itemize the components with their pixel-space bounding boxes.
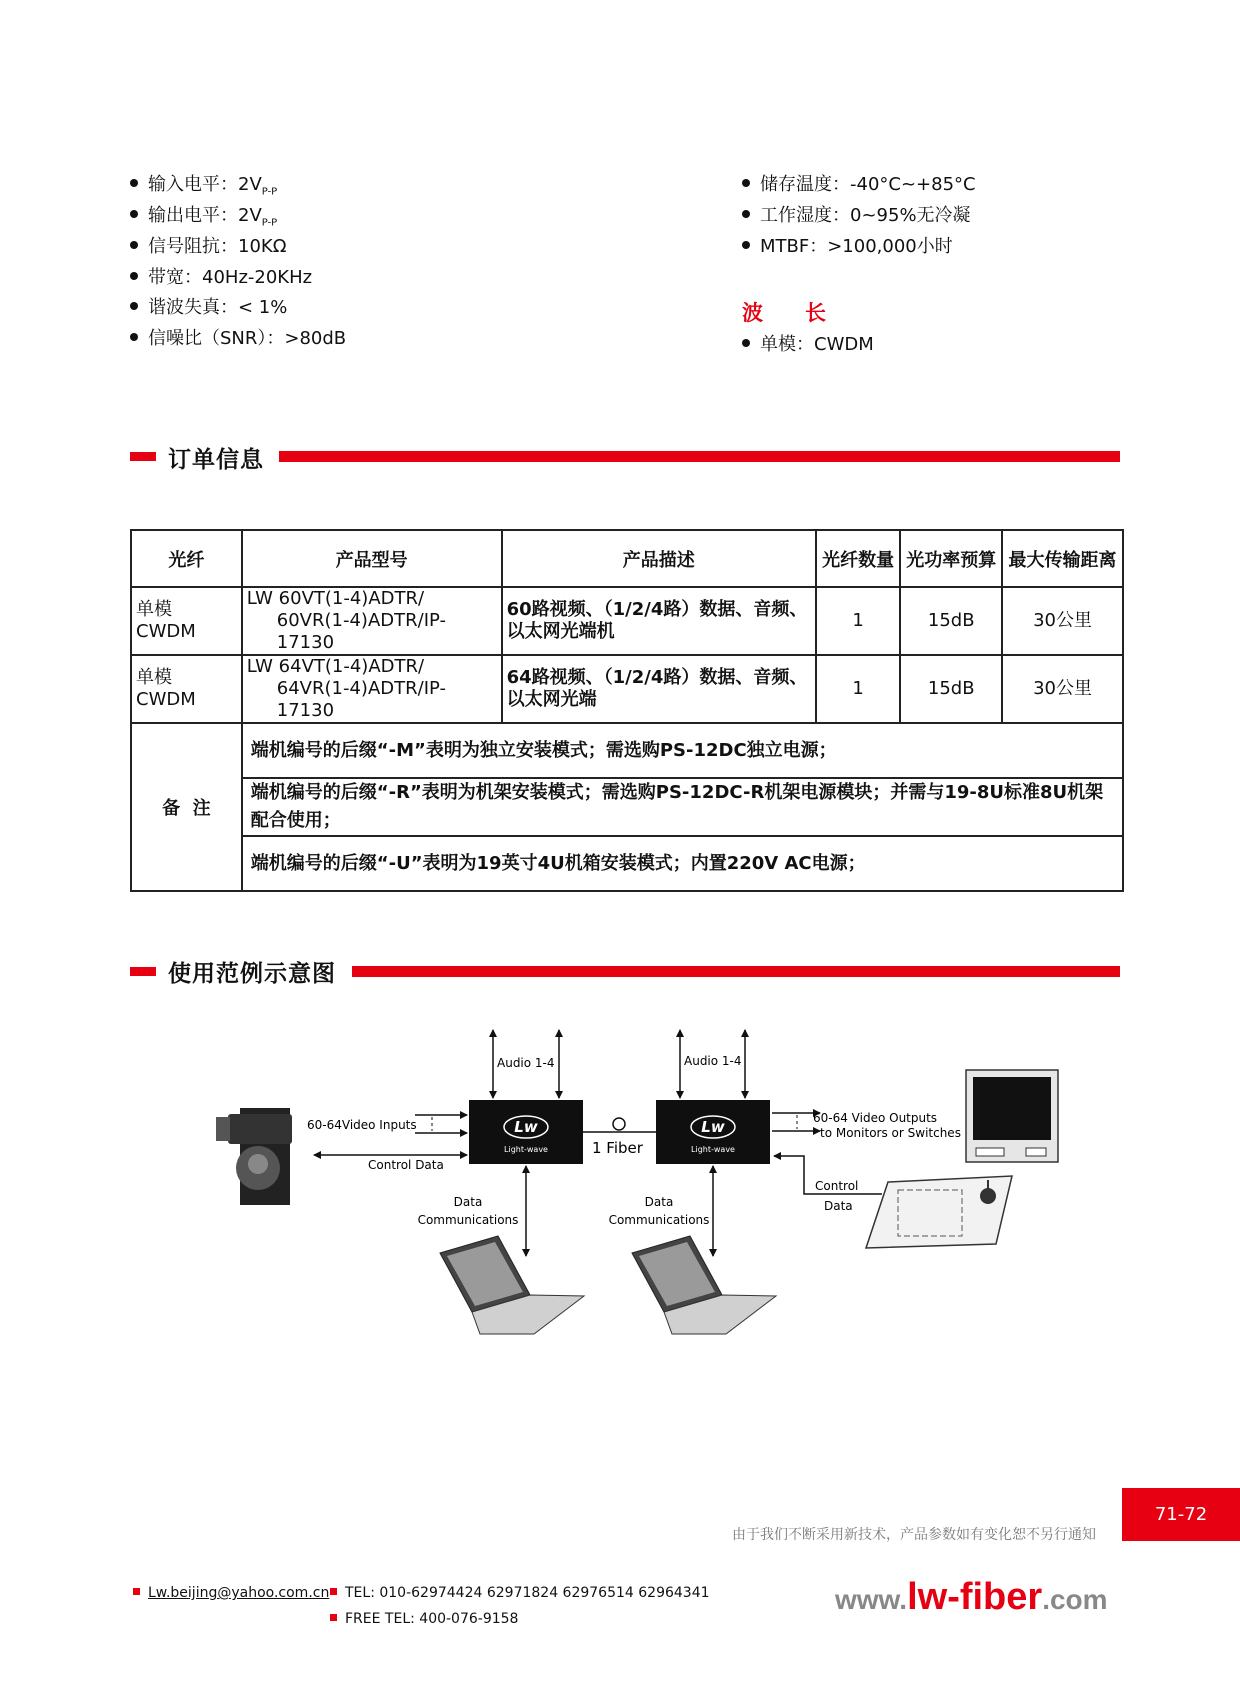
spec-sub: P-P [261,186,278,198]
note-r: 端机编号的后缀“-R”表明为机架安装模式；需选购PS-12DC-R机架电源模块；并需与19-8U标准8U机架配合使用； [242,778,1123,836]
bullet-square-icon [133,1588,140,1595]
laptop-icon [632,1236,776,1334]
cell-distance: 30公里 [1002,587,1123,655]
transmitter-device-icon [469,1100,583,1164]
spec-label: 信号阻抗：10KΩ [148,236,287,257]
spec-label: 储存温度：-40°C~+85°C [760,174,976,195]
spec-label: 工作湿度：0~95%无冷凝 [760,205,971,226]
header-description: 产品描述 [502,530,816,587]
note-m: 端机编号的后缀“-M”表明为独立安装模式；需选购PS-12DC独立电源； [242,723,1123,778]
footer-tel: TEL: 010-62974424 62971824 62976514 62964341 [345,1585,710,1601]
wavelength-title: 波 长 [742,301,826,325]
spec-label: 输出电平：2V [148,205,262,226]
header-fiber-count: 光纤数量 [816,530,901,587]
footer-free-tel-line [330,1611,518,1627]
diagram-section-title: 使用范例示意图 [168,961,336,987]
device-logo: Lw [514,1118,538,1136]
receiver-device-icon [656,1100,770,1164]
video-inputs-label: 60-64Video Inputs [307,1118,417,1132]
bullet-square-icon [330,1588,337,1595]
fiber-coil-icon [613,1118,625,1130]
video-outputs-label-1: 60-64 Video Outputs [813,1111,938,1125]
note-u: 端机编号的后缀“-U”表明为19英寸4U机箱安装模式；内置220V AC电源； [242,836,1123,891]
bullet-square-icon [330,1614,337,1621]
monitor-icon [966,1070,1058,1162]
header-model: 产品型号 [242,530,502,587]
model-line-2: 60VR(1-4)ADTR/IP-17130 [276,610,446,653]
web-main: lw-fiber [907,1576,1043,1618]
model-line-1: LW 60VT(1-4)ADTR/ [246,588,425,609]
page-number-badge [1122,1488,1240,1541]
cell-fiber: 单模 CWDM [131,655,242,723]
spec-label: 带宽：40Hz-20KHz [148,267,313,288]
spec-sub: P-P [261,217,278,229]
fiber-label: 1 Fiber [592,1139,643,1157]
notes-label: 备 注 [131,723,242,891]
audio-label-right: Audio 1-4 [684,1054,742,1068]
header-power-budget: 光功率预算 [900,530,1002,587]
footer-email-line [133,1585,329,1601]
desc-line-1: 60路视频、（1/2/4路）数据、音频、 [506,599,808,620]
desc-line-2: 以太网光端机 [506,621,615,642]
cell-fiber: 单模 CWDM [131,587,242,655]
device-logo: Lw [701,1118,725,1136]
order-section-title: 订单信息 [168,447,264,473]
audio-label-left: Audio 1-4 [497,1056,555,1070]
header-fiber: 光纤 [131,530,242,587]
footer-free-tel: FREE TEL: 400-076-9158 [345,1611,519,1627]
data-comm-right-1: Data [644,1195,674,1209]
video-outputs-label-2: to Monitors or Switches [820,1126,961,1140]
cell-budget: 15dB [900,655,1002,723]
spec-label: 输入电平：2V [148,174,262,195]
cell-qty: 1 [816,587,901,655]
spec-label: 谐波失真：< 1% [148,297,288,318]
cell-budget: 15dB [900,587,1002,655]
spec-label: 单模：CWDM [760,334,874,355]
model-line-2: 64VR(1-4)ADTR/IP-17130 [276,678,446,721]
footer-tel-line [330,1585,710,1601]
desc-line-2: 以太网光端 [506,689,597,710]
keyboard-controller-icon [866,1176,1012,1248]
model-line-1: LW 64VT(1-4)ADTR/ [246,656,425,677]
laptop-icon [440,1236,584,1334]
data-comm-right-2: Communications [608,1213,710,1227]
web-suffix: .com [1042,1584,1108,1615]
web-prefix: www. [835,1584,908,1615]
control-right-label-1: Control [815,1179,859,1193]
desc-line-1: 64路视频、（1/2/4路）数据、音频、 [506,667,808,688]
footer-website[interactable] [835,1576,1108,1619]
spec-label: MTBF：>100,000小时 [760,236,953,257]
spec-label: 信噪比（SNR）：>80dB [148,328,347,349]
control-data-left-label: Control Data [368,1158,444,1172]
footer-email[interactable]: Lw.beijing@yahoo.com.cn [148,1585,330,1601]
control-right-label-2: Data [824,1199,853,1213]
cell-distance: 30公里 [1002,655,1123,723]
data-comm-left-1: Data [453,1195,483,1209]
data-comm-left-2: Communications [417,1213,519,1227]
disclaimer: 由于我们不断采用新技术，产品参数如有变化恕不另行通知 [732,1527,1096,1543]
device-brand: Light-wave [691,1145,735,1154]
page-number: 71-72 [1154,1504,1208,1525]
camera-icon [216,1108,292,1205]
device-brand: Light-wave [504,1145,548,1154]
cell-qty: 1 [816,655,901,723]
header-max-distance: 最大传输距离 [1002,530,1123,587]
